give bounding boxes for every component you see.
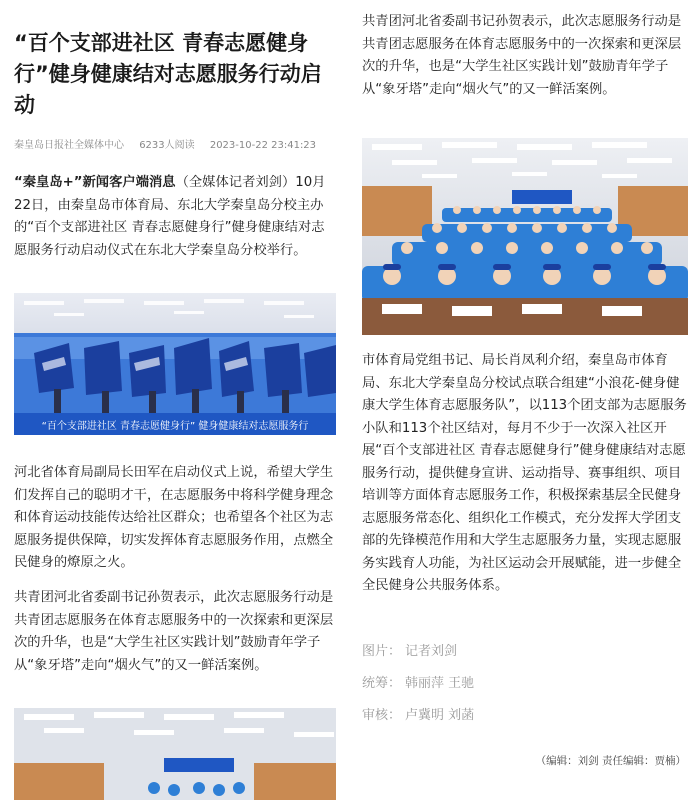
ceremony-illustration — [14, 293, 336, 435]
right-column — [350, 0, 700, 800]
source-label: 秦皇岛日报社全媒体中心 — [14, 140, 124, 151]
audience-photo — [362, 138, 688, 335]
bureau-paragraph: 市体育局党组书记、局长肖凤利介绍，秦皇岛市体育局、东北大学秦皇岛分校试点联合组建“小浪花-健身健康大学生体育志愿服务队”，以113个团支部为志愿服务小队和113个社区结对，每月不少于一次深入社区开展“百个支部进社区 青春志愿健身行”健身健康结对志愿服务行动，提供健身宣讲、运动指导、赛事组织、项目培训等方面体育志愿服务工作，积极探索基层全民健身志愿服务常态化、组织化工作模式，充分发挥大学团支部的先锋模范作用和大学生志愿服务力量，实现志愿服务实践育人功能，为社区运动会开展赋能，进一步健全全民健身公共服务体系。 — [362, 353, 687, 593]
youth-league-paragraph: 共青团河北省委副书记孙贺表示，此次志愿服务行动是共青团志愿服务在体育志愿服务中的一次探索和更深层次的升华，也是“大学生社区实践计划”鼓励青年学子从“象牙塔”走向“烟火气”的又一鲜活案例。 — [14, 590, 334, 673]
read-count: 6233人阅读 — [139, 140, 195, 151]
lead-source: “秦皇岛+”新闻客户端消息 — [14, 175, 176, 190]
banner-text: “百个支部进社区 青春志愿健身行” 健身健康结对志愿服务行 — [41, 421, 309, 432]
photo-credit: 图片： 记者刘剑 — [362, 644, 458, 659]
publish-time: 2023-10-22 23:41:23 — [209, 140, 317, 151]
youth-league-paragraph-repeat: 共青团河北省委副书记孙贺表示，此次志愿服务行动是共青团志愿服务在体育志愿服务中的一次探索和更深层次的升华，也是“大学生社区实践计划”鼓励青年学子从“象牙塔”走向“烟火气”的又一鲜活案例。 — [362, 14, 682, 97]
review-credit: 审核： 卢冀明 刘菡 — [362, 708, 475, 723]
coordinator-credit: 统筹： 韩丽萍 王驰 — [362, 676, 475, 691]
speech-paragraph: 河北省体育局副局长田军在启动仪式上说，希望大学生们发挥自己的聪明才干，在志愿服务中将科学健身理念和体育运动技能传达给社区群众；也希望各个社区为志愿服务提供保障，切实发挥体育志愿服务作用，点燃全民健身的燎原之火。 — [14, 465, 334, 570]
article-title: “百个支部进社区 青春志愿健身行”健身健康结对志愿服务行动启动 — [14, 31, 322, 117]
audience-photo-partial — [14, 708, 336, 800]
article-meta — [14, 136, 336, 151]
editor-line: （编辑：刘剑 责任编辑：贾楠） — [535, 755, 686, 767]
audience-illustration — [362, 138, 688, 335]
lead-paragraph — [14, 172, 336, 262]
lead-reporter: （全媒体记者刘剑） — [175, 175, 296, 190]
ceremony-photo — [14, 293, 336, 435]
audience-illustration-partial — [14, 708, 336, 800]
lead-text: 10月22日，由秦皇岛市体育局、东北大学秦皇岛分校主办的“百个支部进社区 青春志愿健身行”健身健康结对志愿服务行动启动仪式在东北大学秦皇岛分校举行。 — [14, 175, 326, 258]
